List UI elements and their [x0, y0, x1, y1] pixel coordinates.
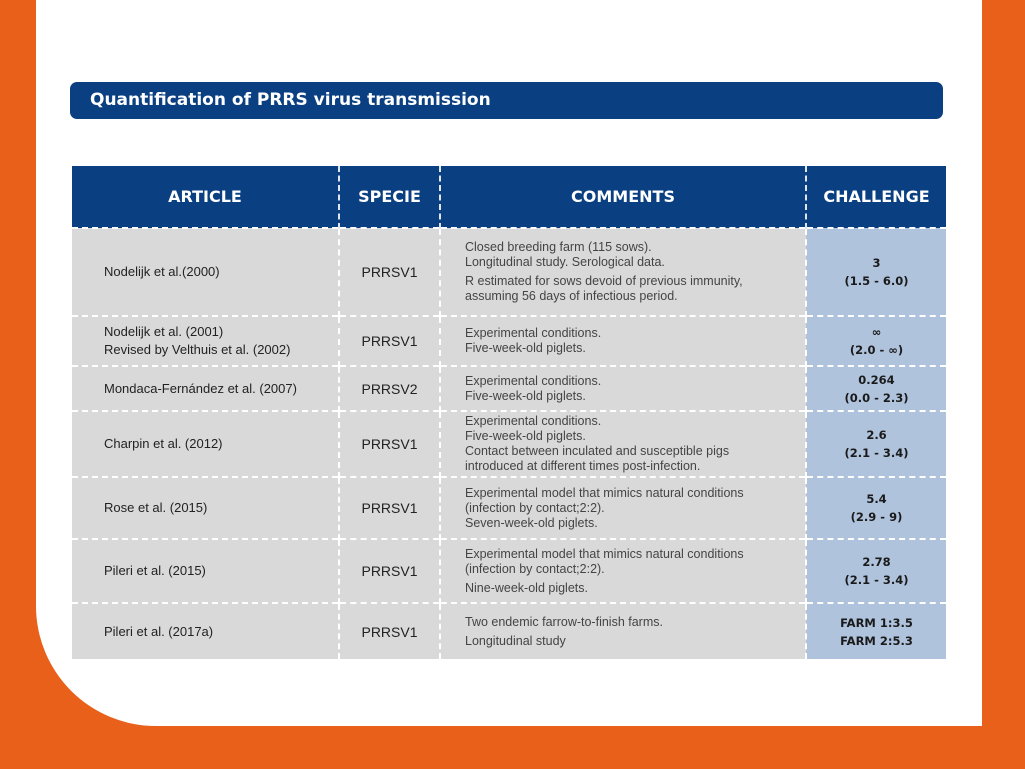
table-row [72, 316, 946, 366]
challenge-cell [806, 228, 946, 316]
article-cell [72, 539, 339, 603]
specie-cell: PRRSV1 [339, 228, 440, 316]
article-cell [72, 477, 339, 539]
comment-line: Contact between inculated and susceptible pigs [465, 444, 730, 458]
challenge-value: ∞ [871, 325, 882, 339]
challenge-cell [806, 316, 946, 366]
challenge-interval: (0.0 - 2.3) [844, 390, 909, 405]
table-row [72, 603, 946, 659]
table-row [72, 477, 946, 539]
comment-line: Five-week-old piglets. [465, 429, 586, 443]
article-line: Charpin et al. (2012) [104, 436, 223, 451]
challenge-cell [806, 477, 946, 539]
comment-line: Experimental model that mimics natural conditions [465, 485, 744, 500]
challenge-interval: (2.1 - 3.4) [844, 573, 909, 587]
article-cell [72, 603, 339, 659]
challenge-interval: (2.9 - 9) [850, 510, 903, 524]
specie-cell: PRRSV1 [339, 316, 440, 366]
challenge-value: 5.4 [866, 492, 887, 506]
specie-cell: PRRSV1 [339, 539, 440, 603]
comment-line: Closed breeding farm (115 sows). [465, 240, 652, 254]
comments-cell [440, 603, 806, 659]
article-line: Rose et al. (2015) [104, 500, 208, 515]
article-line: Nodelijk et al. (2001) [104, 324, 224, 339]
header-specie: SPECIE [339, 166, 440, 228]
comment-line: introduced at different times post-infection. [465, 459, 701, 473]
table-row [72, 228, 946, 316]
challenge-interval: (1.5 - 6.0) [844, 274, 909, 288]
challenge-cell [806, 366, 946, 411]
comment-line: Longitudinal study [465, 633, 566, 648]
article-cell [72, 366, 339, 411]
header-challenge: CHALLENGE [806, 166, 946, 228]
comment-line: (infection by contact;2:2). [465, 500, 605, 515]
article-line: Revised by Velthuis et al. (2002) [104, 342, 291, 357]
comments-cell [440, 366, 806, 411]
comments-cell [440, 539, 806, 603]
challenge-interval: (2.1 - 3.4) [844, 446, 909, 460]
specie-cell: PRRSV1 [339, 411, 440, 477]
article-line: Pileri et al. (2015) [104, 563, 206, 578]
comments-cell [440, 228, 806, 316]
page-title: Quantification of PRRS virus transmission [90, 90, 491, 110]
comments-cell [440, 477, 806, 539]
challenge-value: 2.78 [862, 555, 891, 569]
article-cell [72, 316, 339, 366]
comment-line: Experimental conditions. [465, 414, 602, 428]
comments-cell [440, 316, 806, 366]
comment-line: Two endemic farrow-to-finish farms. [465, 614, 663, 629]
challenge-cell [806, 603, 946, 659]
transmission-table [72, 166, 946, 659]
comment-line: Five-week-old piglets. [465, 341, 586, 355]
header-article: ARTICLE [72, 166, 339, 228]
title-bar [70, 82, 943, 119]
challenge-value: 2.6 [866, 428, 887, 442]
comment-line: assuming 56 days of infectious period. [465, 289, 678, 303]
comments-cell [440, 411, 806, 477]
table-row [72, 411, 946, 477]
challenge-value: 0.264 [858, 372, 895, 387]
challenge-interval: FARM 2:5.3 [840, 633, 913, 648]
article-line: Mondaca-Fernández et al. (2007) [104, 380, 297, 396]
challenge-cell [806, 539, 946, 603]
comment-line: Experimental conditions. [465, 326, 602, 340]
specie-cell: PRRSV1 [339, 603, 440, 659]
comment-line: Seven-week-old piglets. [465, 515, 598, 530]
comment-line: Experimental conditions. [465, 373, 602, 388]
article-line: Nodelijk et al.(2000) [104, 264, 220, 279]
comment-line: Nine-week-old piglets. [465, 580, 588, 595]
specie-cell: PRRSV2 [339, 366, 440, 411]
challenge-value: FARM 1:3.5 [840, 615, 913, 630]
header-comments: COMMENTS [440, 166, 806, 228]
comment-line: (infection by contact;2:2). [465, 561, 605, 576]
specie-cell: PRRSV1 [339, 477, 440, 539]
article-cell [72, 228, 339, 316]
challenge-value: 3 [872, 256, 881, 270]
table-header-row [72, 166, 946, 228]
transmission-table-wrapper [72, 166, 946, 660]
challenge-interval: (2.0 - ∞) [849, 343, 904, 357]
comment-line: Experimental model that mimics natural conditions [465, 546, 744, 561]
challenge-cell [806, 411, 946, 477]
table-row [72, 366, 946, 411]
article-cell [72, 411, 339, 477]
table-row [72, 539, 946, 603]
comment-line: Five-week-old piglets. [465, 388, 586, 403]
article-line: Pileri et al. (2017a) [104, 623, 214, 639]
comment-line: Longitudinal study. Serological data. [465, 255, 665, 269]
comment-line: R estimated for sows devoid of previous immunity, [465, 274, 743, 288]
